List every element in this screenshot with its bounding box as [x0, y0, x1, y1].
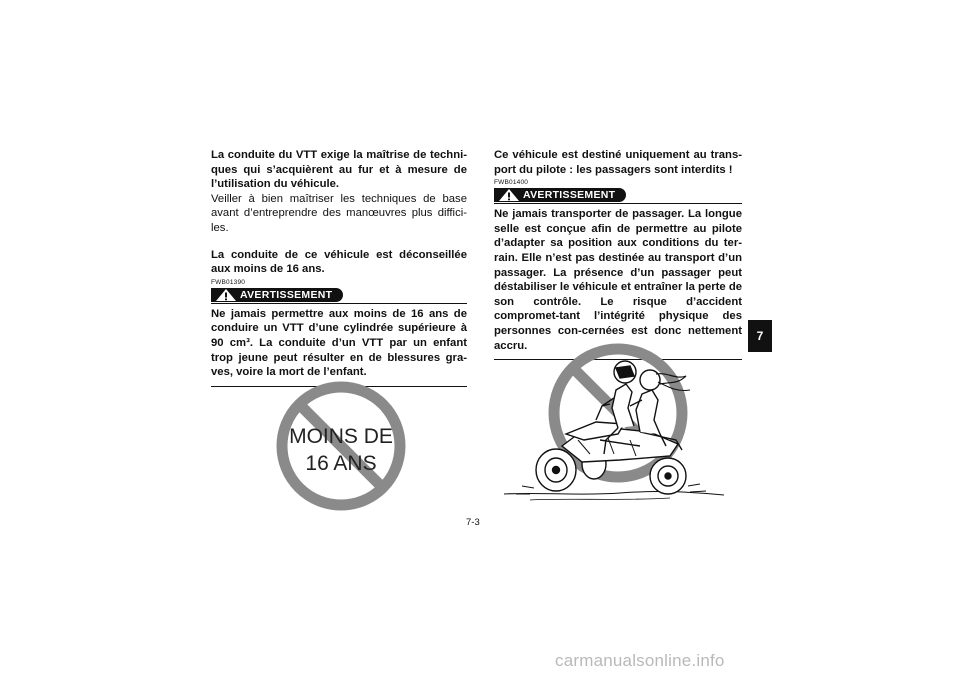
- warning-label-2: AVERTISSEMENT: [523, 189, 616, 202]
- age-prohibition-sign: [271, 376, 411, 516]
- chapter-tab: 7: [748, 320, 772, 352]
- right-column: [494, 148, 742, 360]
- warning-code: FWB01390: [211, 278, 246, 286]
- watermark: carmanualsonline.info: [555, 651, 725, 670]
- warning-label: AVERTISSEMENT: [240, 288, 333, 301]
- left-column: [211, 148, 467, 387]
- warning-header-2: [494, 188, 742, 204]
- age-heading: La conduite de ce véhicule est déconseillée aux moins de 16 ans.: [211, 248, 467, 276]
- intro-bold-text: La conduite du VTT exige la maîtrise de techni-ques qui s’acquièrent au fur et à mesure de l’utilisation du véhicule.: [211, 149, 467, 191]
- warning-text: Ne jamais permettre aux moins de 16 ans de conduire un VTT d’une cylindrée supérieure à 90 cm³. La conduite d’un VTT par un enfant trop jeune peut résulter en de blessures gra-ves, voire la mort de l’enfant.: [211, 307, 467, 379]
- sign-line1: MOINS DE: [289, 425, 393, 448]
- warning-triangle-icon: [498, 188, 520, 202]
- warning-badge: [211, 288, 343, 302]
- page-number: 7-3: [466, 517, 480, 528]
- no-passenger-illustration: [500, 336, 730, 511]
- warning-header: [211, 288, 467, 304]
- passenger-intro: Ce véhicule est destiné uniquement au trans-port du pilote : les passagers sont interdits !: [494, 149, 742, 176]
- warning-text-2: Ne jamais transporter de passager. La longue selle est conçue afin de permettre au pilote d’adapter sa position aux conditions du ter-rain. Elle n’est pas destinée au transport d’un passager. La présence d’un passager peut déstabiliser le véhicule et entraîner la perte de son contrôle. Le risque d’accident compromet-tant l’intégrité physique des personnes con-cernées est donc nettement accru.: [494, 208, 743, 352]
- intro-text: Veiller à bien maîtriser les techniques de base avant d’entreprendre des manœuvres plus diffici-les.: [211, 192, 467, 234]
- sign-line2: 16 ANS: [305, 452, 377, 475]
- warning-triangle-icon: [215, 288, 237, 302]
- warning-code-2: FWB01400: [494, 179, 529, 187]
- warning-badge-2: [494, 188, 626, 202]
